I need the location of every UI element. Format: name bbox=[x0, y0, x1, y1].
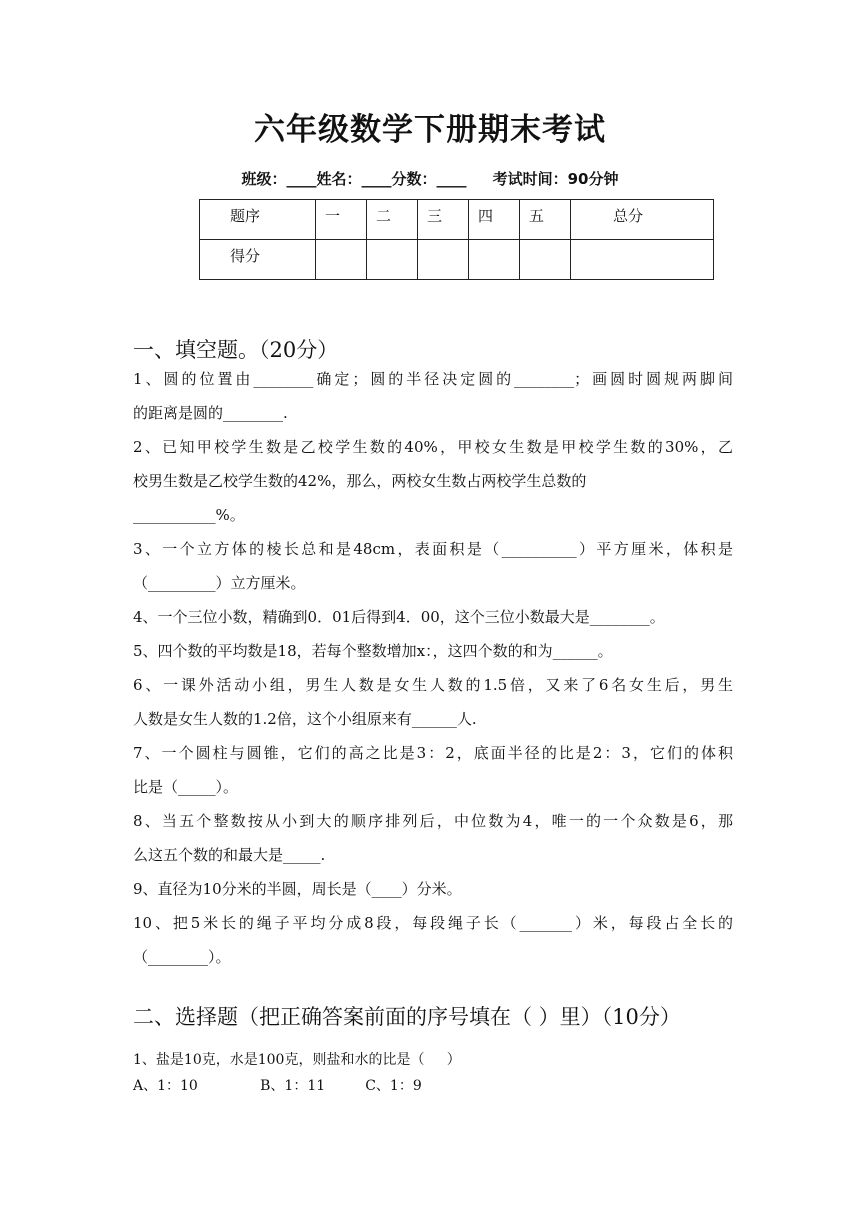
question-line: 7、一个圆柱与圆锥，它们的高之比是3：2，底面半径的比是2：3，它们的体积 bbox=[133, 744, 733, 762]
section2-heading: 二、选择题（把正确答案前面的序号填在（ ）里）（10分） bbox=[133, 1005, 681, 1029]
score-cell[interactable] bbox=[418, 240, 469, 280]
row-label-cell: 得分 bbox=[200, 240, 316, 280]
question-line: 1、盐是10克，水是100克，则盐和水的比是（ ） bbox=[133, 1052, 461, 1068]
question-line: 3、一个立方体的棱长总和是48cm，表面积是（__________）平方厘米，体积是 bbox=[133, 540, 733, 558]
header-cell: 题序 bbox=[200, 200, 316, 240]
question-line: （________）。 bbox=[133, 948, 231, 966]
question-line: （_________）立方厘米。 bbox=[133, 574, 306, 592]
question-line: 10、把5米长的绳子平均分成8段，每段绳子长（_______）米，每段占全长的 bbox=[133, 914, 733, 932]
question-line: 人数是女生人数的1.2倍，这个小组原来有______人. bbox=[133, 710, 477, 728]
question-line: 么这五个数的和最大是_____. bbox=[133, 846, 326, 864]
header-cell: 四 bbox=[469, 200, 520, 240]
header-cell: 五 bbox=[520, 200, 571, 240]
question-line: 1、圆的位置由________确定；圆的半径决定圆的________；画圆时圆规两脚间 bbox=[133, 370, 733, 388]
question-line: 2、已知甲校学生数是乙校学生数的40%，甲校女生数是甲校学生数的30%，乙 bbox=[133, 438, 733, 456]
question-line: 的距离是圆的________. bbox=[133, 404, 288, 422]
question-line: 6、一课外活动小组，男生人数是女生人数的1.5倍，又来了6名女生后，男生 bbox=[133, 676, 733, 694]
score-cell[interactable] bbox=[520, 240, 571, 280]
score-cell[interactable] bbox=[367, 240, 418, 280]
question-line: 校男生数是乙校学生数的42%，那么，两校女生数占两校学生总数的 bbox=[133, 472, 587, 490]
score-cell[interactable] bbox=[316, 240, 367, 280]
question-line: ___________%。 bbox=[133, 506, 245, 524]
header-cell: 总分 bbox=[571, 200, 714, 240]
score-cell[interactable] bbox=[571, 240, 714, 280]
score-cell[interactable] bbox=[469, 240, 520, 280]
question-line: 9、直径为10分米的半圆，周长是（____）分米。 bbox=[133, 880, 462, 898]
section2-questions bbox=[133, 1047, 733, 1099]
page-title: 六年级数学下册期末考试 bbox=[254, 112, 606, 148]
question-line: 比是（_____）。 bbox=[133, 778, 239, 796]
header-cell: 一 bbox=[316, 200, 367, 240]
student-info-line: 班级：____姓名：____分数：____ 考试时间：90分钟 bbox=[241, 170, 619, 188]
section1-heading: 一、填空题。（20分） bbox=[133, 338, 339, 362]
score-table bbox=[199, 199, 714, 280]
section1-questions bbox=[133, 362, 733, 974]
answer-options: A、1：10 B、1：11 C、1：9 bbox=[133, 1078, 422, 1094]
header-cell: 二 bbox=[367, 200, 418, 240]
question-line: 4、一个三位小数，精确到0．01后得到4．00，这个三位小数最大是________。 bbox=[133, 608, 665, 626]
question-line: 5、四个数的平均数是18，若每个整数增加x：，这四个数的和为______。 bbox=[133, 642, 613, 660]
score-table-header-row bbox=[200, 200, 714, 240]
question-line: 8、当五个整数按从小到大的顺序排列后，中位数为4，唯一的一个众数是6，那 bbox=[133, 812, 733, 830]
header-cell: 三 bbox=[418, 200, 469, 240]
score-table-score-row bbox=[200, 240, 714, 280]
